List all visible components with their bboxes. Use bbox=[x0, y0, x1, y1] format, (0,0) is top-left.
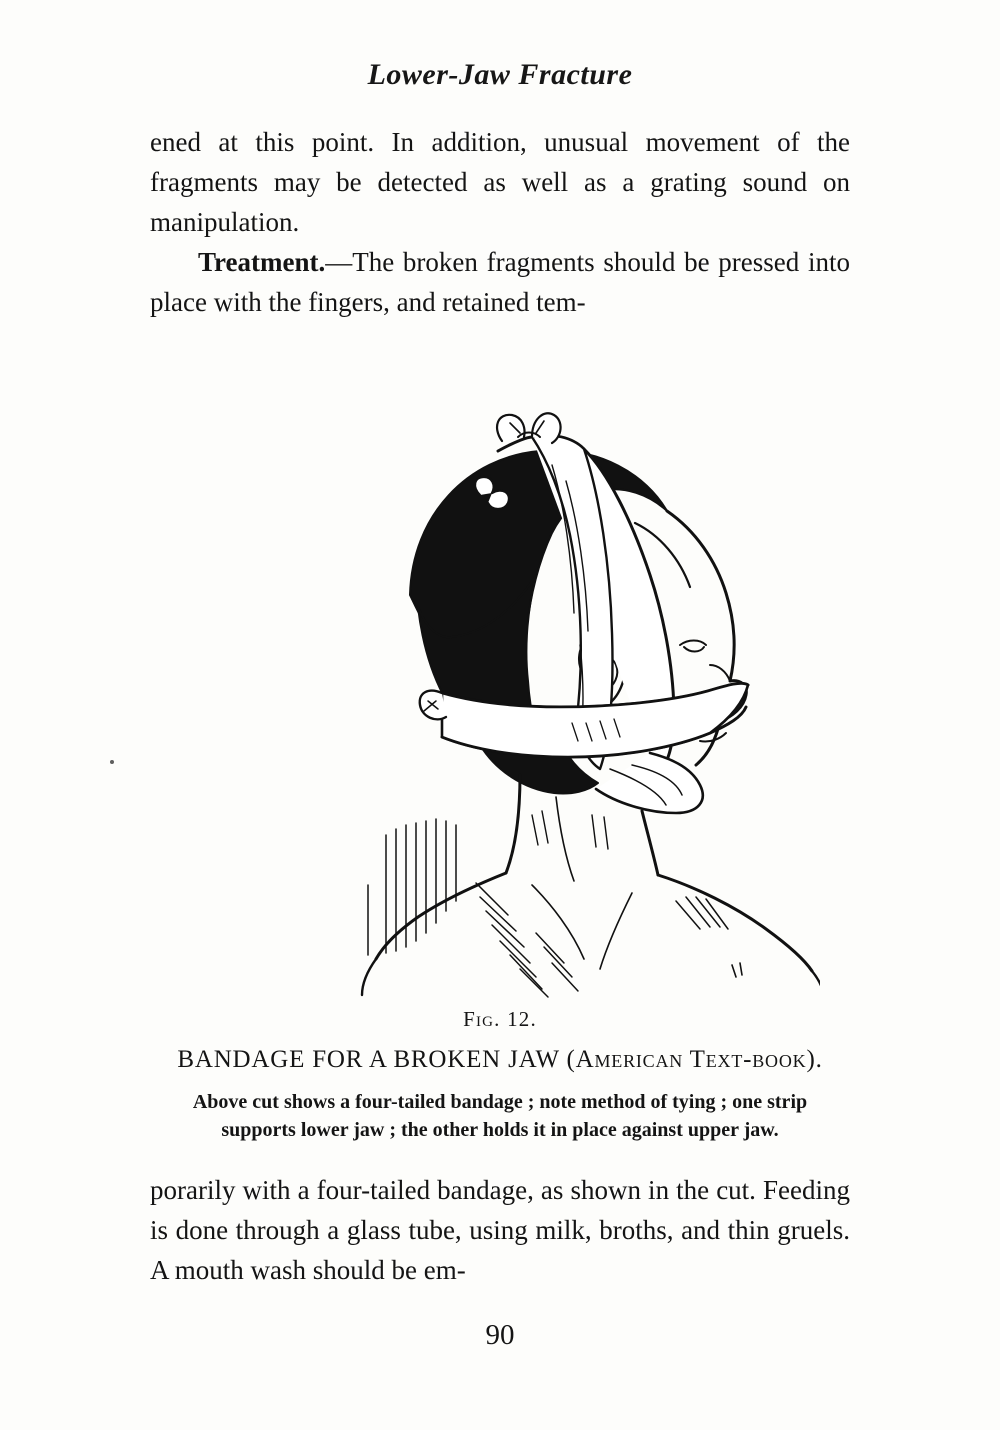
body-text-top bbox=[150, 122, 850, 322]
figure-caption-source: (American Text-book). bbox=[566, 1046, 823, 1073]
figure-illustration bbox=[180, 345, 820, 1005]
figure-number: Fig. 12. bbox=[463, 1007, 537, 1031]
figure-caption-main: BANDAGE FOR A BROKEN JAW bbox=[177, 1046, 560, 1073]
treatment-label: Treatment. bbox=[198, 247, 326, 277]
paragraph-continuation: porarily with a four-tailed bandage, as shown in the cut. Feeding is done through a glass tube, using milk, broths, and thin gruels. A mouth wash should be em- bbox=[150, 1175, 850, 1285]
running-head: Lower-Jaw Fracture bbox=[367, 58, 633, 91]
figure-note-line-1: Above cut shows a four-tailed bandage ; note method of tying ; one strip bbox=[192, 1091, 808, 1113]
figure-caption bbox=[0, 1046, 1000, 1074]
paragraph-treatment bbox=[150, 242, 850, 322]
page-speck bbox=[110, 760, 114, 764]
figure-note-line-2: supports lower jaw ; the other holds it in place against upper jaw. bbox=[221, 1119, 779, 1141]
figure-note bbox=[120, 1088, 880, 1144]
figure-12 bbox=[0, 345, 1000, 1144]
body-text-bottom bbox=[150, 1170, 850, 1290]
page-number: 90 bbox=[485, 1319, 515, 1351]
paragraph-continued: ened at this point. In addition, unusual movement of the fragments may be detected as well as a grating sound on manipulation. bbox=[150, 127, 850, 237]
treatment-text: —The broken fragments should be pressed into place with the fingers, and retained tem- bbox=[150, 247, 850, 317]
